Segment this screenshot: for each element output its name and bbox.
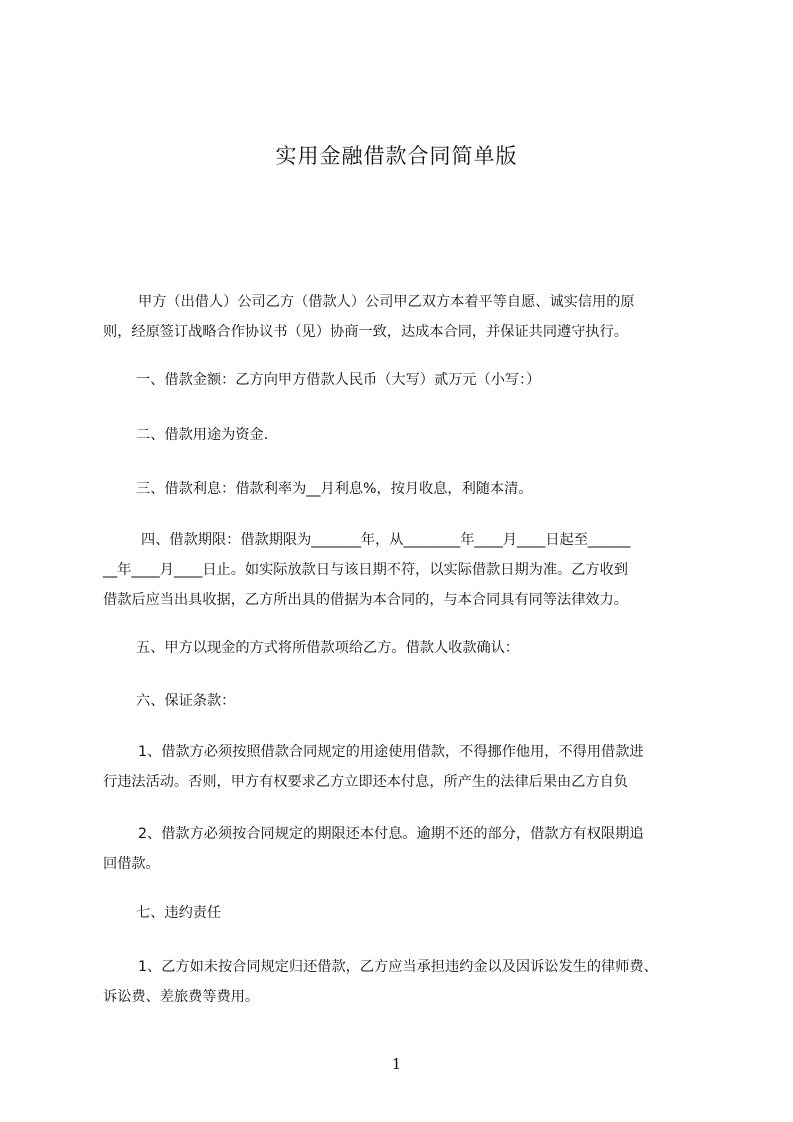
clause-term-line-3: 借款后应当出具收据，乙方所出具的借据为本合同的，与本合同具有同等法律效力。 xyxy=(103,592,628,608)
guarantee-heading xyxy=(103,686,707,716)
clause-payment-text: 五、甲方以现金的方式将所借款项给乙方。借款人收款确认： xyxy=(136,640,520,656)
guarantee-clause-1-line-1: 1、借款方必须按照借款合同规定的用途使用借款，不得挪作他用，不得用借款进 xyxy=(138,744,644,760)
clause-purpose xyxy=(103,420,707,450)
document-title: 实用金融借款合同简单版 xyxy=(275,144,518,168)
guarantee-clause-1 xyxy=(103,737,707,797)
guarantee-clause-2-line-1: 2、借款方必须按合同规定的期限还本付息。逾期不还的部分，借款方有权限期追 xyxy=(138,826,644,842)
clause-term xyxy=(103,525,707,615)
breach-heading-text: 七、违约责任 xyxy=(136,905,222,921)
guarantee-clause-1-line-2: 行违法活动。否则，甲方有权要求乙方立即还本付息，所产生的法律后果由乙方自负 xyxy=(103,774,628,790)
guarantee-clause-2-line-2: 回借款。 xyxy=(103,856,160,872)
page-number: 1 xyxy=(391,1055,402,1073)
clause-purpose-text: 二、借款用途为资金. xyxy=(136,427,269,443)
breach-heading xyxy=(103,898,707,928)
breach-clause-1-line-1: 1、乙方如未按合同规定归还借款，乙方应当承担违约金以及因诉讼发生的律师费、 xyxy=(138,959,658,975)
clause-term-line-1: 四、借款期限：借款期限为_______年，从________年____月____日起至______ xyxy=(141,532,631,548)
clause-term-line-2: __年____月____日止。如实际放款日与该日期不符，以实际借款日期为准。乙方收到 xyxy=(103,562,628,578)
clause-amount xyxy=(103,365,707,395)
breach-clause-1 xyxy=(103,952,707,1012)
intro-line-2: 则，经原签订战略合作协议书（见）协商一致，达成本合同，并保证共同遵守执行。 xyxy=(103,324,628,340)
clause-payment xyxy=(103,633,707,663)
guarantee-heading-text: 六、保证条款： xyxy=(136,693,236,709)
guarantee-clause-2 xyxy=(103,819,707,879)
breach-clause-1-line-2: 诉讼费、差旅费等费用。 xyxy=(103,989,260,1005)
clause-amount-text: 一、借款金额：乙方向甲方借款人民币（大写）贰万元（小写：） xyxy=(136,372,541,388)
clause-interest xyxy=(103,474,707,504)
intro-paragraph xyxy=(103,287,707,347)
clause-interest-text: 三、借款利息：借款利率为__月利息%，按月收息，利随本清。 xyxy=(136,481,533,497)
intro-line-1: 甲方（出借人）公司乙方（借款人）公司甲乙双方本着平等自愿、诚实信用的原 xyxy=(138,294,635,310)
